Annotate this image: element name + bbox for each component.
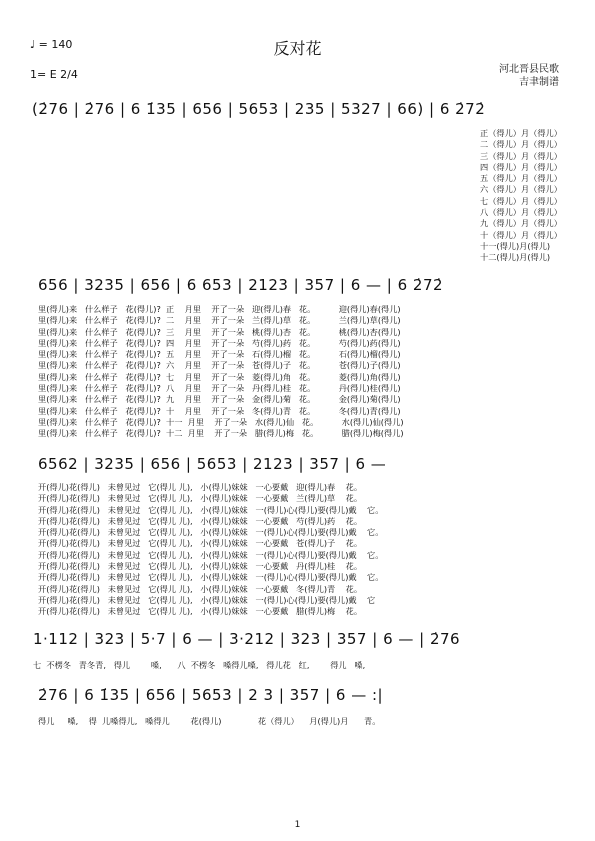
page-number: 1 — [294, 820, 301, 830]
lyric-row: 开(得儿)花(得儿) 未曾见过 它(得儿 儿), 小(得儿)妹妹 一(得儿)心(得儿)要(得儿)戴 它 — [38, 594, 376, 605]
lyric-row: 开(得儿)花(得儿) 未曾见过 它(得儿 儿), 小(得儿)妹妹 一心要戴 芍(得儿)药 花。 — [38, 515, 363, 526]
notation-line-4: 1·112 | 323 | 5·7 | 6 — | 3·212 | 323 | 357 | 6 — | 2̇76 — [33, 630, 461, 648]
lyric-month-row: 九（得儿）月（得儿） — [480, 218, 562, 229]
lyric-row: 开(得儿)花(得儿) 未曾见过 它(得儿 儿), 小(得儿)妹妹 一心要戴 迎(得儿)春 花。 — [38, 482, 363, 492]
song-origin: 河北晋县民歌 — [499, 64, 559, 75]
lyric-month-row: 三（得儿）月（得儿） — [480, 150, 562, 161]
lyric-row: 里(得儿)来 什么样子 花(得儿)? 正 月里 开了一朵 迎(得儿)春 花。 迎(得儿)春(得儿) — [38, 304, 401, 314]
lyrics-months — [480, 128, 562, 264]
song-title: 反对花 — [273, 39, 322, 58]
lyric-month-row: 五（得儿）月（得儿） — [480, 173, 562, 184]
lyric-row: 里(得儿)来 什么样子 花(得儿)? 九 月里 开了一朵 金(得儿)菊 花。 金(得儿)菊(得儿) — [38, 394, 401, 405]
arranger-credit: 吉聿制谱 — [519, 77, 559, 88]
lyric-row: 里(得儿)来 什么样子 花(得儿)? 十 月里 开了一朵 冬(得儿)青 花。 冬(得儿)青(得儿) — [38, 405, 401, 416]
lyric-row: 里(得儿)来 什么样子 花(得儿)? 五 月里 开了一朵 石(得儿)榴 花。 石(得儿)榴(得儿) — [38, 349, 401, 360]
lyric-row: 开(得儿)花(得儿) 未曾见过 它(得儿 儿), 小(得儿)妹妹 一心要戴 苍(得儿)子 花。 — [38, 538, 363, 549]
key-signature: 1= E 2/4 — [30, 68, 78, 81]
lyric-row: 开(得儿)花(得儿) 未曾见过 它(得儿 儿), 小(得儿)妹妹 一心要戴 兰(得儿)草 花。 — [38, 493, 363, 504]
lyric-row: 里(得儿)来 什么样子 花(得儿)? 二 月里 开了一朵 兰(得儿)草 花。 兰(得儿)草(得儿) — [38, 315, 401, 326]
lyric-row: 里(得儿)来 什么样子 花(得儿)? 三 月里 开了一朵 桃(得儿)杏 花。 桃(得儿)杏(得儿) — [38, 326, 401, 337]
lyric-row: 开(得儿)花(得儿) 未曾见过 它(得儿 儿), 小(得儿)妹妹 一心要戴 冬(得儿)青 花。 — [38, 583, 363, 594]
lyric-month-row: 六（得儿）月（得儿） — [480, 184, 562, 195]
lyric-row: 里(得儿)来 什么样子 花(得儿)? 七 月里 开了一朵 菱(得儿)角 花。 菱(得儿)角(得儿) — [38, 371, 401, 382]
lyric-row: 里(得儿)来 什么样子 花(得儿)? 六 月里 开了一朵 苍(得儿)子 花。 苍(得儿)子(得儿) — [38, 360, 401, 371]
lyric-month-row: 二（得儿）月（得儿） — [480, 139, 562, 150]
lyric-month-row: 八（得儿）月（得儿） — [480, 207, 562, 218]
notation-line-1: (2̇76 | 2̇76 | 6 1̇35 | 656 | 5653 | 235 | 5327 | 66) | 6 2̇72̇ — [32, 100, 486, 118]
lyric-row: 开(得儿)花(得儿) 未曾见过 它(得儿 儿), 小(得儿)妹妹 一心要戴 丹(得儿)桂 花。 — [38, 561, 363, 572]
lyric-row: 开(得儿)花(得儿) 未曾见过 它(得儿 儿), 小(得儿)妹妹 一(得儿)心(得儿)要(得儿)戴 它。 — [38, 527, 384, 538]
lyric-row: 里(得儿)来 什么样子 花(得儿)? 四 月里 开了一朵 芍(得儿)药 花。 芍(得儿)药(得儿) — [38, 337, 401, 348]
lyric-row: 开(得儿)花(得儿) 未曾见过 它(得儿 儿), 小(得儿)妹妹 一(得儿)心(得儿)要(得儿)戴 它。 — [38, 549, 384, 560]
notation-line-2: 656 | 3235 | 656 | 6 653 | 2123 | 357 | 6 — | 6 2̇72̇ — [38, 276, 444, 294]
lyric-row: 开(得儿)花(得儿) 未曾见过 它(得儿 儿), 小(得儿)妹妹 一心要戴 腊(得儿)梅 花。 — [38, 606, 363, 617]
lyrics-verse-block-3 — [38, 482, 383, 618]
tempo-marking: ♩ = 140 — [30, 38, 73, 51]
lyrics-line-4: 七 不楞冬 青冬青, 得儿 嗓, 八 不楞冬 嗓得儿嗓, 得儿花 红, 得儿 嗓, — [33, 660, 366, 670]
lyric-month-row: 十（得儿）月（得儿） — [480, 229, 562, 240]
notation-line-5: 2̇76 | 6 1̇35 | 656 | 5653 | 2 3 | 357 | 6 — :| — [38, 686, 384, 704]
lyric-month-row: 四（得儿）月（得儿） — [480, 161, 562, 172]
lyrics-verse-block-2 — [38, 304, 404, 440]
lyrics-line-5: 得儿 嗓, 得 儿嗓得儿, 嗓得儿 花(得儿) 花（得儿） 月(得儿)月 青。 — [38, 716, 381, 726]
lyric-row: 里(得儿)来 什么样子 花(得儿)? 十一 月里 开了一朵 水(得儿)仙 花。 水(得儿)仙(得儿) — [38, 416, 404, 427]
lyric-month-row: 正（得儿）月（得儿） — [480, 128, 562, 138]
lyric-row: 里(得儿)来 什么样子 花(得儿)? 八 月里 开了一朵 丹(得儿)桂 花。 丹(得儿)桂(得儿) — [38, 383, 401, 394]
lyric-month-row: 十一(得儿)月(得儿) — [480, 240, 551, 251]
lyric-month-row: 十二(得儿)月(得儿) — [480, 252, 551, 263]
lyric-row: 开(得儿)花(得儿) 未曾见过 它(得儿 儿), 小(得儿)妹妹 一(得儿)心(得儿)要(得儿)戴 它。 — [38, 504, 384, 515]
lyric-row: 开(得儿)花(得儿) 未曾见过 它(得儿 儿), 小(得儿)妹妹 一(得儿)心(得儿)要(得儿)戴 它。 — [38, 572, 384, 583]
notation-line-3: 6562 | 3235 | 656 | 5653 | 2123 | 357 | 6 — — [38, 455, 387, 473]
lyric-row: 里(得儿)来 什么样子 花(得儿)? 十二 月里 开了一朵 腊(得儿)梅 花。 腊(得儿)梅(得儿) — [38, 428, 404, 439]
lyric-month-row: 七（得儿）月（得儿） — [480, 195, 562, 206]
